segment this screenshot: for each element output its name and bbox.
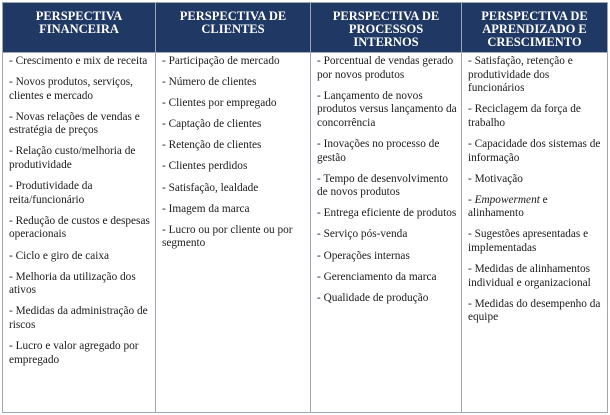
list-item: - Satisfação, retenção e produtividade dos funcionários (468, 55, 573, 95)
column-clientes (155, 3, 310, 412)
column-header-label: PERSPECTIVA FINANCEIRA (35, 9, 123, 36)
list-item: - Crescimento e mix de receita (9, 55, 148, 67)
list-item: - Novos produtos, serviços, clientes e mercado (9, 76, 133, 102)
list-item: - Captação de clientes (162, 118, 262, 131)
list-item: - Reciclagem da força de trabalho (468, 103, 581, 129)
list-item: - Melhoria da utilização dos ativos (9, 270, 136, 297)
list-item: - Satisfação, lealdade (162, 181, 259, 194)
list-item: - Capacidade dos sistemas de informação (468, 137, 601, 164)
item-list (311, 53, 461, 305)
list-item: - Qualidade de produção (317, 291, 429, 304)
list-item: - Retenção de clientes (162, 139, 262, 152)
list-item: - Serviço pós-venda (317, 228, 408, 241)
item-list (462, 53, 607, 325)
column-header (156, 3, 310, 53)
column-header-label: PERSPECTIVA DE APRENDIZADO E CRESCIMENTO (481, 9, 588, 49)
list-item: - Número de clientes (162, 76, 257, 89)
list-item: - Produtividade da reita/funcionário (9, 180, 93, 206)
list-item: - Ciclo e giro de caixa (9, 249, 110, 262)
list-item: - Clientes perdidos (162, 160, 248, 173)
list-item: - Relação custo/melhoria de produtividade (9, 145, 136, 172)
column-header-label: PERSPECTIVA DE PROCESSOS INTERNOS (332, 9, 440, 49)
balanced-scorecard-table (2, 2, 608, 413)
list-item: - Medidas do desempenho da equipe (468, 297, 601, 324)
list-item: - Motivação (468, 172, 523, 185)
column-header-label: PERSPECTIVA DE CLIENTES (179, 9, 287, 36)
list-item: - Porcentual de vendas gerado por novos produtos (317, 55, 454, 81)
list-item: - Participação de mercado (162, 55, 280, 67)
list-item: - Tempo de desenvolvimento de novos produtos (317, 172, 449, 199)
list-item: - Novas relações de vendas e estratégia de preços (9, 110, 140, 137)
list-item: - Lançamento de novos produtos versus lançamento da concorrência (317, 89, 457, 129)
list-item: - Lucro ou por cliente ou por segmento (162, 223, 293, 250)
list-item: - Medidas da administração de riscos (9, 305, 148, 331)
item-list (3, 53, 155, 367)
item-list (156, 53, 310, 251)
list-item: - Entrega eficiente de produtos (317, 207, 457, 220)
list-item: - Imagem da marca (162, 202, 250, 215)
list-item: - Gerenciamento da marca (317, 270, 437, 283)
list-item: - Medidas de alinhamentos individual e organizacional (468, 263, 591, 289)
list-item: - Clientes por empregado (162, 97, 277, 110)
column-header (462, 3, 607, 53)
list-item: - Sugestões apresentadas e implementadas (468, 228, 589, 255)
column-aprendizado-crescimento (461, 3, 607, 412)
list-item: - Operações internas (317, 249, 410, 262)
column-header (3, 3, 155, 53)
column-financeira (3, 3, 155, 412)
list-item-empowerment: - Empowerment e alinhamento (468, 193, 548, 220)
list-item: - Inovações no processo de gestão (317, 137, 440, 164)
column-processos-internos (310, 3, 461, 412)
list-item: - Redução de custos e despesas operacionais (9, 214, 150, 241)
list-item: - Lucro e valor agregado por empregado (9, 340, 139, 366)
column-header (311, 3, 461, 53)
